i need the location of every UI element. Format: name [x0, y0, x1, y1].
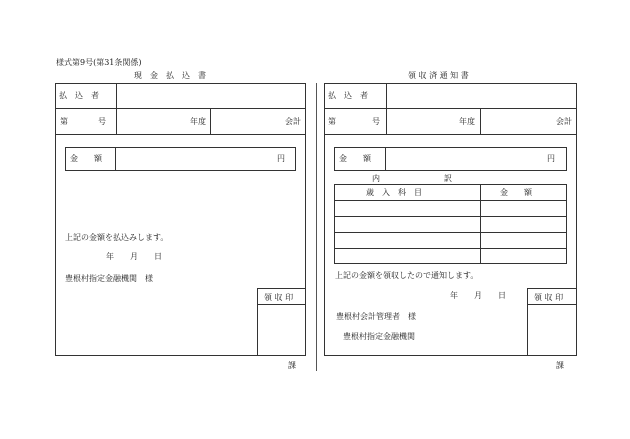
- left-yen-label: 円: [277, 154, 285, 163]
- table-row[interactable]: [336, 233, 479, 247]
- left-division-label: 課: [288, 361, 296, 370]
- left-divider: [55, 134, 306, 135]
- right-payer-field[interactable]: [388, 85, 575, 107]
- left-fiscal-year-label: 年度: [190, 117, 206, 126]
- form-number: 様式第9号(第31条関係): [56, 58, 142, 67]
- right-payer-label: 払 込 者: [328, 91, 368, 100]
- right-addressee-1: 豊根村会計管理者 様: [336, 312, 416, 321]
- right-statement: 上記の金額を領収したので通知します。: [335, 271, 479, 280]
- left-payer-field[interactable]: [118, 85, 304, 107]
- left-receipt-seal-label: 領 収 印: [264, 293, 294, 302]
- right-breakdown-label: 内 訳: [372, 174, 452, 183]
- left-divider: [115, 147, 116, 171]
- left-number-label-2: 号: [98, 117, 106, 126]
- right-receipt-seal-label: 領 収 印: [534, 293, 564, 302]
- left-divider: [257, 304, 306, 305]
- table-row[interactable]: [336, 217, 479, 231]
- left-addressee: 豊根村指定金融機関 様: [65, 274, 153, 283]
- right-number-label-1: 第: [328, 117, 336, 126]
- left-account-label: 会計: [285, 117, 301, 126]
- left-number-label-1: 第: [60, 117, 68, 126]
- right-amount-label: 金 額: [339, 154, 371, 163]
- right-account-label: 会計: [556, 117, 572, 126]
- right-table-header-subject: 歳 入 科 目: [366, 188, 422, 197]
- right-divider: [324, 134, 577, 135]
- right-number-label-2: 号: [372, 117, 380, 126]
- right-divider: [324, 108, 577, 109]
- left-amount-label: 金 額: [70, 154, 102, 163]
- right-divider: [386, 83, 387, 134]
- right-yen-label: 円: [547, 154, 555, 163]
- left-title: 現 金 払 込 書: [134, 71, 206, 80]
- right-divider: [385, 147, 386, 171]
- left-divider: [55, 108, 306, 109]
- right-date-line: 年 月 日: [450, 291, 506, 300]
- right-divider: [480, 184, 481, 264]
- right-divider: [480, 108, 481, 134]
- right-divider: [527, 304, 577, 305]
- table-row[interactable]: [336, 201, 479, 215]
- left-statement: 上記の金額を払込みします。: [65, 233, 169, 242]
- right-division-label: 課: [556, 361, 564, 370]
- right-table-header-amount: 金 額: [500, 188, 532, 197]
- table-row[interactable]: [336, 249, 479, 263]
- right-fiscal-year-label: 年度: [459, 117, 475, 126]
- right-addressee-2: 豊根村指定金融機関: [343, 332, 415, 341]
- left-date-line: 年 月 日: [106, 252, 162, 261]
- center-separator: [316, 83, 317, 371]
- left-divider: [116, 83, 117, 134]
- right-title: 領 収 済 通 知 書: [408, 71, 469, 80]
- left-payer-label: 払 込 者: [59, 91, 99, 100]
- left-divider: [210, 108, 211, 134]
